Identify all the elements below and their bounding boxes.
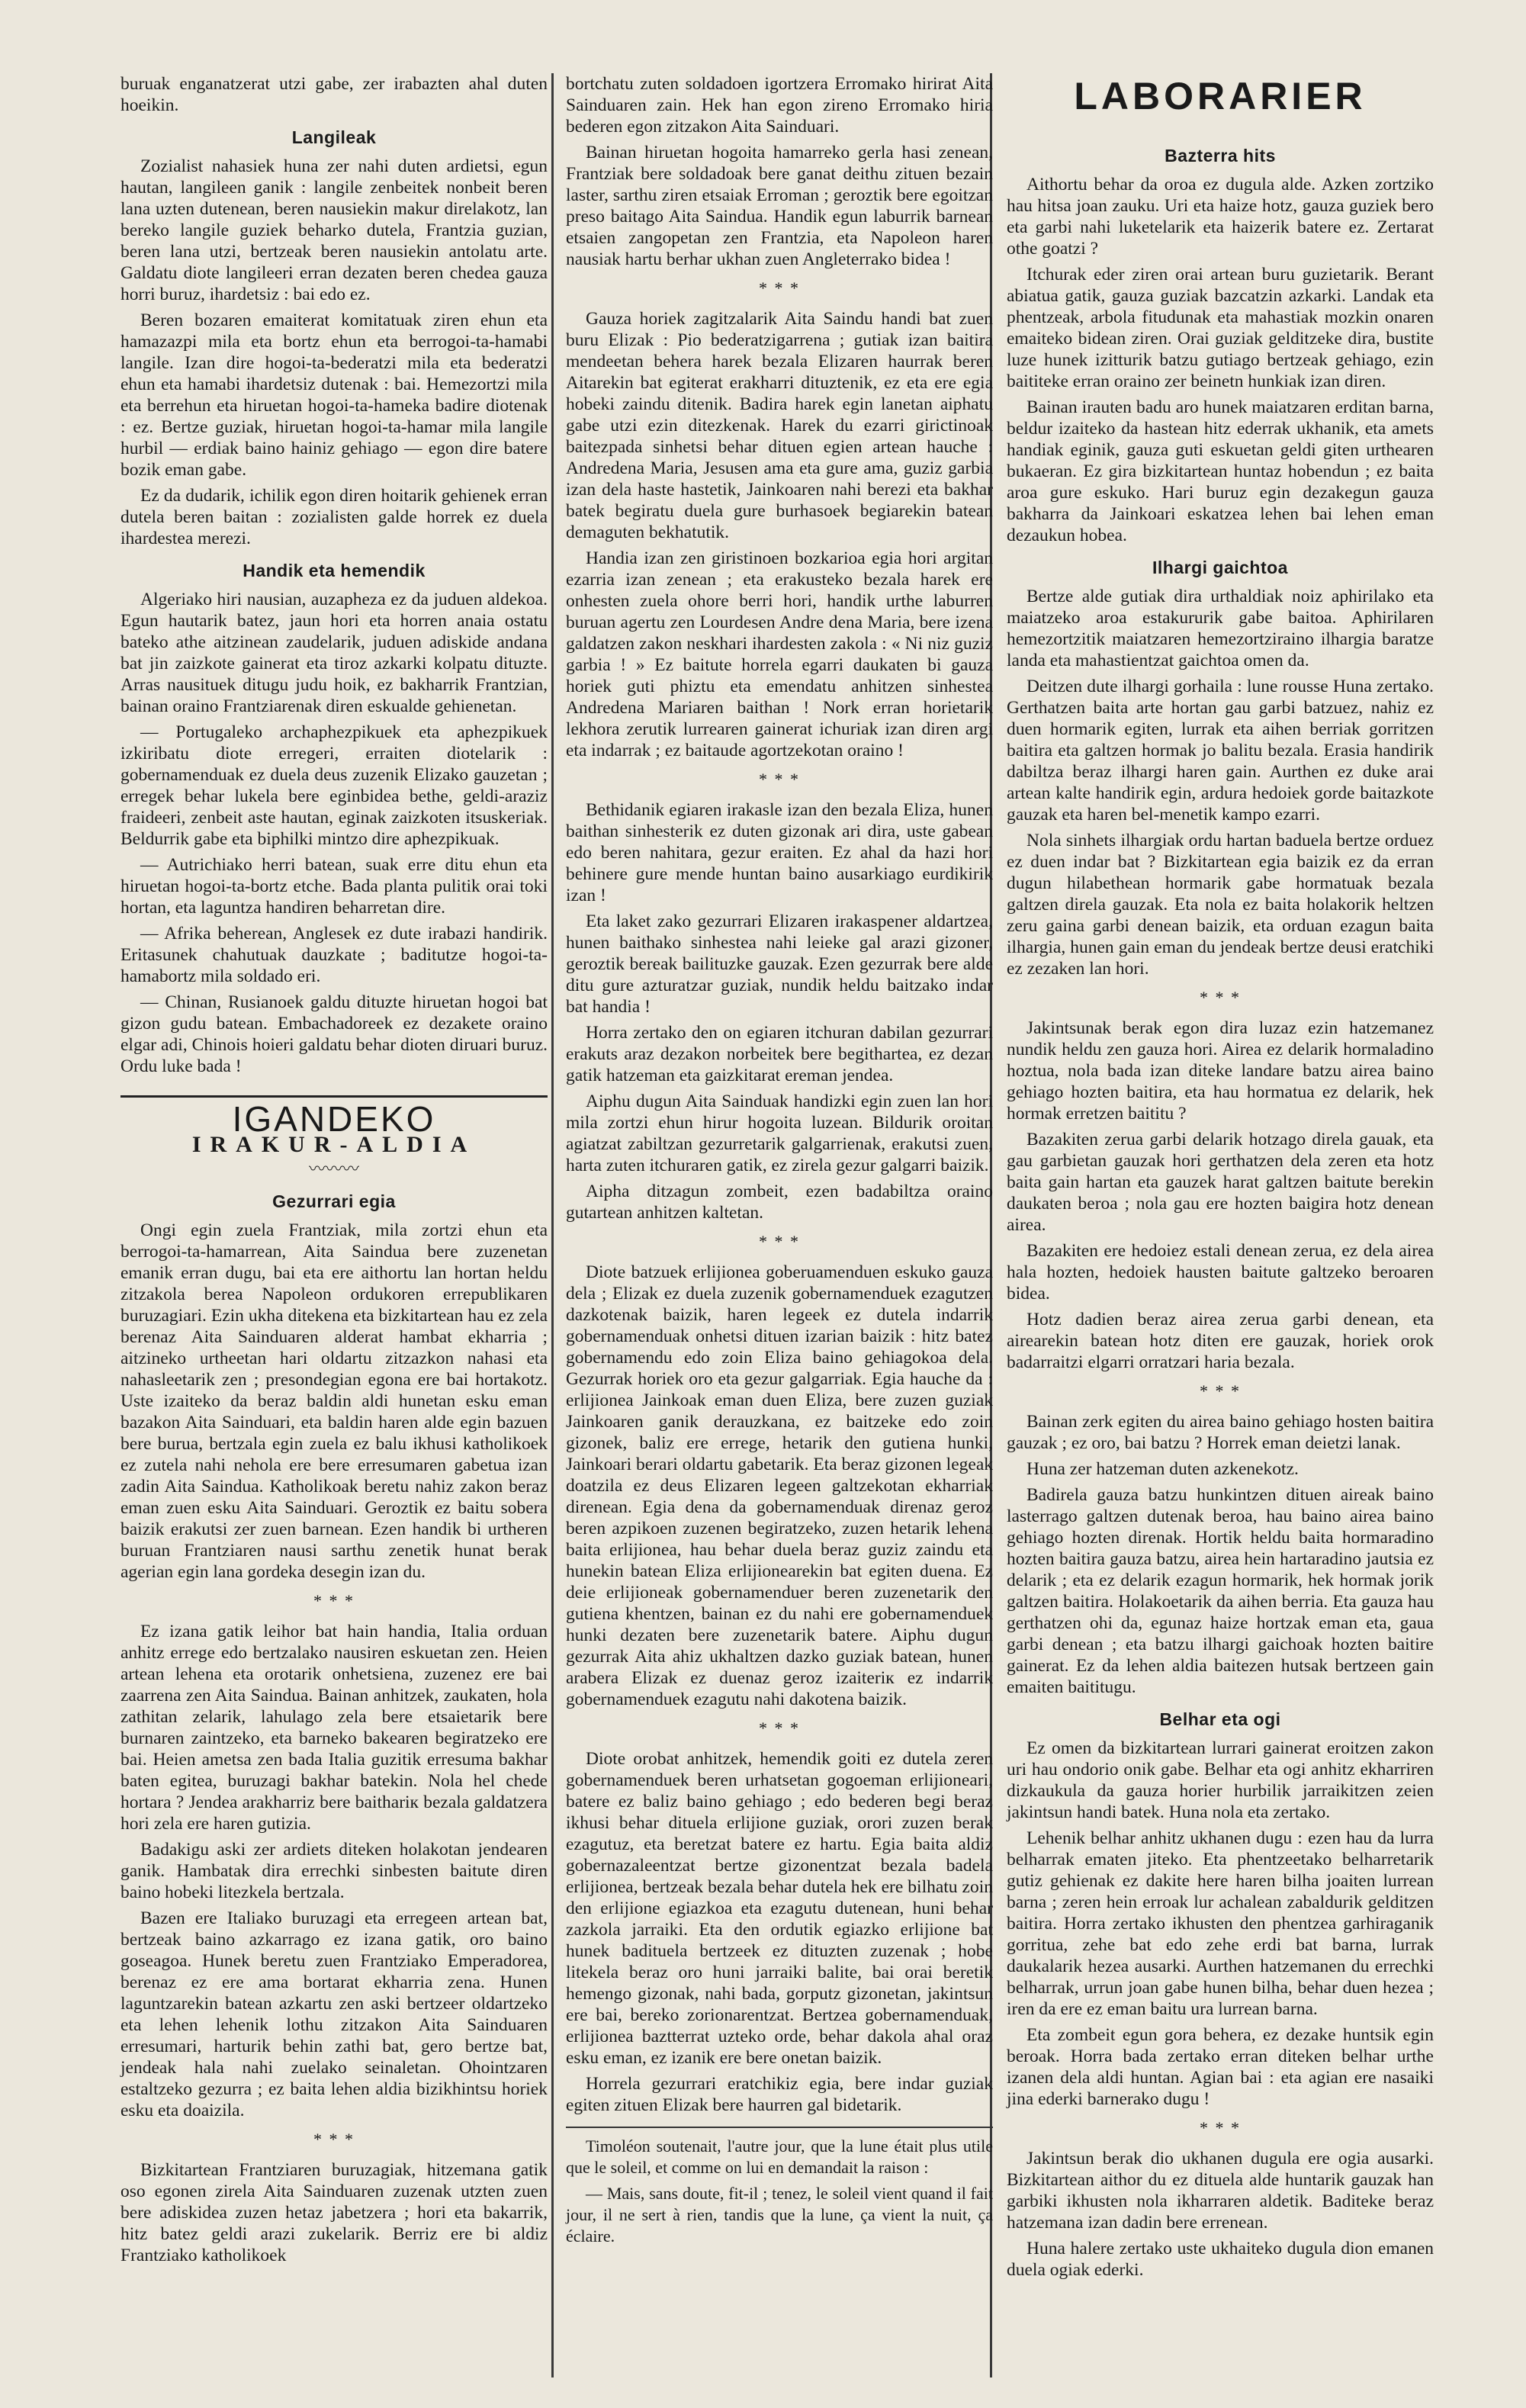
asterism-separator: * * *: [313, 2130, 355, 2149]
paragraph: buruak enganatzerat utzi gabe, zer irabazten ahal duten hoeikin.: [120, 74, 548, 115]
paragraph: — Afrika beherean, Anglesek ez dute irabazi handirik. Eritasunek chahutuak dauzkate ; baditutze hogoi-ta-hamabortz mila soldado eri.: [120, 924, 548, 986]
paragraph: Bainan zerk egiten du airea baino gehiago hosten baitira gauzak ; ez oro, bai batzu ? Horrek eman deietzi lanak.: [1007, 1412, 1434, 1453]
paragraph: — Portugaleko archaphezpikuek eta aphezpikuek izkiribatu diote erregeri, erraiten diotelarik : gobernamenduak ez duela deus zuzenik Elizako gauzetan ; erregek behar lukela bere eginbidea bethe, geldi-araziz fraideeri, zenbeit aste hautan, eginak zaizkoten itsuskeriak. Beldurrik gabe eta biphilki mintzo dire aphezpikuak.: [120, 722, 548, 849]
paragraph: Bertze alde gutiak dira urthaldiak noiz aphirilako eta maiatzeko aroa estakururik gabe baitoa. Aphirilaren hemezortzitik maiatzaren hemezortziraino ilhargia baratze landa eta mahastientzat gaichtoa omen da.: [1007, 587, 1434, 670]
column-1: [120, 73, 548, 2271]
paragraph: Jakintsunak berak egon dira luzaz ezin hatzemanez nundik heldu zen gauza hori. Airea ez delarik hormaladino hoztua, nola bada izan ditekе landare batzu airea baino gehiago hozten baitira, eta hau hormatua ez delarik, hek hormak erretzen baititu ?: [1007, 1018, 1434, 1124]
paragraph: Bazakiten ere hedoiez estali denean zerua, ez dela airea hala hozten, hedoiek hausten baitute galtzeko beroaren bidea.: [1007, 1241, 1434, 1304]
paragraph: Deitzen dute ilhargi gorhaila : lune rousse Huna zertako. Gerthatzen baita arte hortan gau garbi batzuez, nahiz ez duen hormarik egiten, lurrak eta aihen berriak gorritzen baitira eta galtzen hormak jo balitu bezala. Erasia handirik dabiltza beraz ilhargi haren gain. Aurthen ez duke arai artean kalte handirik egin, ardura hedoiek gorde baitazkote gauzak eta haren bel-menetik kampo ezarri.: [1007, 677, 1434, 825]
note-paragraph: — Mais, sans doute, fit-il ; tenez, le soleil vient quand il fait jour, il ne sert à rien, tandis que la lune, ça vient la nuit, ça éclaire.: [566, 2184, 993, 2246]
paragraph: Algeriako hiri nausian, auzapheza ez da juduen aldekoa. Egun hautarik batez, jaun hori eta horren anaia ostatu bateko athe aitzinean zaudelarik, juduen adiskide andana bat jin zaizkote gainerat eta tiroz azkarki kolpatu dituzte. Arras nausituek ditugu judu hoik, ez bakharrik Frantzian, bainan oraino Frantziarenak diren eskualde gehienetan.: [120, 590, 548, 716]
column-rule: [551, 73, 554, 2377]
paragraph: Diote batzuek erlijionea goberuamenduen eskuko gauza dela ; Elizak ez duela zuzenik gobernamenduek ezagutzen dazkotenak baizik, haren legeek ez dutela indarrik gobernamenduak onhetsi dituen izarian baizik : hitz batez gobernamendu edo zoin Eliza baino gehiagokoa dela. Gezurrak horiek oro eta gezur galgarriak. Egia hauche da : erlijionea Jainkoak eman duen Eliza, bere zuzen guziak Jainkoaren ganik derauzkana, ez baitzeke edo zoin gizonek, baliz ere errege, hetarik den gutiena hunki, Jainkoari berari oldartu gabetarik. Eta beraz gizonen legeak doatzila ez deus Elizaren legeen galtzekotan ekharriak direnean. Egia dena da gobernamenduak direnaz geroz beren azpikoen zuzenen begiratzeko, zuzen hetarik lehena baita erlijionea, hau behar duela beraz guziz zaindu eta hunekin batean Eliza erlijionearekin bat egiten duena. Ez deie erlijioneak gobernamenduer beren zuzenetarik den gutiena khentzen, bainan ez du nahi ere gobernamenduek hunki dezaten bere zuzenetarik batere. Aiphu dugun gezurrak Aita ahiz ukhaltzen dazko guziak batean, hunen arabera Elizak ez duenaz gerоz izaiteriк ez indarrik gobernamenduek ezagutu nahi dakotena baizik.: [566, 1262, 993, 1709]
asterism-separator: * * *: [759, 278, 800, 297]
heading-handik: Handik eta hemendik: [243, 561, 426, 580]
asterism-separator: * * *: [313, 1591, 355, 1610]
paragraph: Eta laket zako gezurrari Elizaren irakaspener aldartzea, hunen baithako sinhestea nahi leieke gal arazi gizoner, geroztik bereak bailituzke gauzak. Ezen gezurrak bere alde ditu gure azturatzar guziak, nundik heldu baitzako indar bat handia !: [566, 911, 993, 1017]
paragraph: Itchurak eder ziren orai artean buru guzietarik. Berant abiatua gatik, gauza guziak bazcatzin azkarki. Landak eta phentzeak, arbola fitudunak eta mahastiak mozkin onaren emaiteko bidean ziren. Orai guziak gelditzeke dira, bustite luze hunek izitturik batzu gutiago bertzeak gehiago, ezin baititeke erran oraino zer beinetn hunkiak izan diren.: [1007, 265, 1434, 391]
paragraph: Bazen ere Italiako buruzagi eta erregeen artean bat, bertzeak baino azkarrago ez izana gatik, oro baino goseagoa. Hunek beretu zuen Frantziako Emperadorea, berenaz ez ere ama bortarat ekharria zena. Hunen laguntzarekin batean azkartu zen aski bertzeer oldartzeko eta lehen lehenik lothu zitzakon Aita Sainduaren erresumari, harturik behin zathi bat, gero bertze bat, jendeak hala nahi zuelako seinaletan. Ohointzaren estaltzeko gezurra ; ez baita lehen aldia bizikhintsu horiek esku eta doaizila.: [120, 1908, 548, 2120]
asterism-separator: * * *: [759, 770, 800, 789]
paragraph: Diote orobat anhitzek, hemendik goiti ez dutela zeren gobernamenduek beren urhatsetan gogoeman erlijioneari, batere ez baliz baino gehiago ; edo bederen begi beraz ikhusi behar dituela erlijione guziak, orori zuzen berak ezagutuz, eta beretzat batere ez hartu. Egia baita aldiz gobernazaleentzat bertze gizonentzat bezala badela erlijionea, bertzeak bezalа behar dutela hek ere bilhatu zoin den erlijione egiazkoa eta ezagutu dutenean, huni behar zazkola jarraiki. Eta den ordutik egiazko erlijione bat hunek badituela bertzeek ez dituzten zuzenak ; hobe litekela beraz oro huni jarraiki balite, bai orai beretik hemengo gizonak, nahi bada, gorputz gizonetan, jakintsun ere bai, bereko zorionarentzat. Bertzeа gobernamenduak, erlijionea baztterrat uzteko orde, behar dakola ahal oraz esku eman, ez izanik ere bere onetan baizik.: [566, 1749, 993, 2068]
column-2: [566, 73, 993, 2252]
french-anecdote-note: [566, 2127, 993, 2247]
paragraph: Huna zer hatzeman duten azkenekotz.: [1026, 1459, 1299, 1479]
paragraph: — Autrichiako herri batean, suak erre ditu ehun eta hiruetan hogoi-ta-bortz etche. Bada planta pulitik orai toki hortan, eta laguntza handiren beharretan dire.: [120, 855, 548, 918]
paragraph: Aipha ditzagun zombeit, ezen badabiltza oraino gutartean anhitzen kaltetan.: [566, 1181, 993, 1223]
heading-belhar: Belhar eta ogi: [1159, 1709, 1281, 1729]
paragraph: Nola sinhets ilhargiak ordu hartan baduela bertze orduez ez duen indar bat ? Bizkitartean egia baizik ez da erran dugun hilabethean hormarik gabe hormatuak bezala galtzen direla gauzak. Eta nola ez baita holakorik heltzen zeru gaina garbi denean baizik, eta orduan ezagun baita ilhargia, hunen gain eman du jendeak bertze deusi eratchiki ez zezaken lan hori.: [1007, 831, 1434, 979]
paragraph: Bethidanik egiaren irakasle izan den bezala Eliza, hunen baithan sinhesterik ez duten gizonak ari dira, uste gabean edo beren nahitara, gezur eraiten. Ez ahal da hazi hori behinere gure mende huntan baino ausarkiago eurdikirik izan !: [566, 800, 993, 905]
heading-bazterra: Bazterra hits: [1165, 146, 1276, 166]
paragraph: Horrela gezurrari eratchikiz egia, bere indar guziak egiten zituen Elizak bere haurren gal bidetarik.: [566, 2074, 993, 2115]
asterism-separator: * * *: [1200, 2118, 1241, 2137]
section-title-laborarier: LABORARIER: [1074, 75, 1367, 117]
paragraph: Badirela gauza batzu hunkintzen dituen aireak baino lasterrago galtzen dutenak beroa, hau baino airea baino gehiago hozten direnak. Hortik heldu baita hormaradino hozten baitira gauza batzu, airea hein hartaradino jautsia ez delarik ; eta ez delarik ezagun hormarik, hek hormak jorik galtzen baitira. Holakoetarik da aihen berria. Eta gauza hau gerthatzen ohi da, egunaz haize hortzak eman eta, gaua garbi denean ; eta batzu ilhargi gaichoak hozten baitire gainerat. Ez da lehen aldia baitezen hutsak bertzeen gain emaiten baititugu.: [1007, 1485, 1434, 1697]
paragraph: Zozialist nahasiek huna zer nahi duten ardietsi, egun hautan, langileen ganik : langile zenbeitek nonbeit beren lana uzten dutenean, beren nausiekin makur direlakotz, lan bereko langile guziek beharko dutela, Frantzia guzian, beren lana utzi, bertzeak beren nausiekin antolatu arte. Galdatu diote langileeri erran dezaten beren chedea gauza horri buruz, ihardetsiz : bai edo ez.: [120, 156, 548, 304]
heading-langileak: Langileak: [291, 127, 377, 147]
note-paragraph: Timoléon soutenait, l'autre jour, que la lune était plus utile que le soleil, et comme on lui en demandait la raison :: [566, 2136, 993, 2177]
paragraph: Beren bozaren emaiterat komitatuak ziren ehun eta hamazazpi mila eta bortz ehun eta berrogoi-ta-hamabi langile. Izan dire hogoi-ta-bederatzi mila eta bederatzi ehun eta hamabi ihardetsiz dutenak : bai. Hemezortzi mila eta berrehun eta hiruetan hogoi-ta-hameka badire diotenak : ez. Bertze guziak, hiruetan hogoi-ta-hamar mila langile hurbil — erdiak baino hainiz gehiago — egon dire batere bozik eman gabe.: [120, 310, 548, 480]
paragraph: Bainan irauten badu aro hunek maiatzaren erditan barna, beldur izaiteko da hastean hitz ederrak ukhanik, eta amets handiak eginik, gauza guti eskuetan geldi giten urthearen bukaeran. Ez gira bizkitartean huntaz hobendun ; ez baita aroa gure eskuko. Hari buruz egin dezakegun gauza bakharra da Jainkoari eskatzea lehen bai lehen eman dezaukun hobea.: [1007, 397, 1434, 545]
asterism-separator: * * *: [759, 1232, 800, 1251]
paragraph: Ongi egin zuela Frantziak, mila zortzi ehun eta berrogoi-ta-hamarrean, Aita Sainduа bere zuzenetan emanik erran dugu, bai eta ere aithortu lan hortan heldu zitzakola berea Napoleon ordukoren errepublikaren buruzagiari. Ezin ukha ditekena eta bizkitartean hau ez zela berenaz Aita Sainduaren alderat hambat ekharria ; aitzineko urtheetan hari oldartu zitzazkon nahasi eta nahasleetarik zen ; presondegian egona ere bai hortakotz. Uste izaiteko da beraz baldin aldi hunetan esku eman bazakon Aita Sainduari, eta baldin haren alde egin bazuen bere burua, bertzala egin zuela ez balu ikhusi katholikoek ez zutela nahi nehola ere bere erresumaren gabetua izan zadin Aita Saindua. Katholikoak beretu nahiz zakon beraz eman zuen esku Aita Sainduari. Geroztik ez baitu sobera baizik erakutsi zer zuen barnean. Ezen handik bi urtheren buruan Frantziaren nausi sarthu zenetik hunat berak agerian egin lana gordeka desegin izan du.: [120, 1220, 548, 1582]
paragraph: Aiphu dugun Aita Sainduak handizki egin zuen lan hori mila zortzi ehun hirur hogoita luzean. Bildurik oroitan agiatzat zabiltzan gezurretarik galgarrienak, erakutsi zuen, harta zuten itchuraren gatik, ez zirela gezur galgarri baizik.: [566, 1091, 993, 1175]
paragraph: Badakigu aski zer ardiets diteken holakotan jendearen ganik. Hambatak dira errechki sinbesten baitute diren baino hobeki litezkela bertzala.: [120, 1840, 548, 1902]
paragraph: Ez omen da bizkitartean lurrari gainerat eroitzen zakon uri hau ondorio onik gabe. Belhar eta ogi anhitz ekharriren dizkaukula da gauza horier hurbilik jarraikitzen zeien jakintsun handi batek. Huna nola eta zertako.: [1007, 1738, 1434, 1822]
paragraph: Gauza horiek zagitzalarik Aita Saindu handi bat zuen buru Elizak : Pio bederatzigarrena ; gutiak izan baitira mendeetan behera harek bezala Elizaren haurrak beren Aitarekin bat egiterat erakharri dituztenik, ez eta ere egia hobeki zaindu ditenik. Badira harek egin lanetan aiphatu gabe utzi ezin ditezkenak. Harek du ezarri girictinoak baitezpada sinhetsi behar dituen egien artean hauche : Andredena Maria, Jesusen ama eta gure ama, guziz garbia izan dela haste hastetik, Jainkoaren nahi berezi eta bakhar batek begiratu duela gure burhasoek begiarekin batean demaguten bekhatutik.: [566, 309, 993, 542]
paragraph: Bainan hiruetan hogoita hamarreko gerla hasi zenean, Frantziak bere soldadoak bere ganat deithu zituen bezain laster, sarthu ziren etsaiak Erroman ; geroztik bere egoitzan preso baitago Aita Saindua. Handik egun laburrik barneаn etsaien zangopetan zen Frantzia, eta Napoleon haren nausiak hartu berhar ukhan zuen Angleterrako bidea !: [566, 143, 993, 269]
paragraph: Ez da dudarik, ichilik egon diren hoitarik gehienek erran dutela beren baitan : zozialisten galde horrek ez duela ihardestea merezi.: [120, 486, 548, 548]
paragraph: — Chinan, Rusianoek galdu dituzte hiruetan hogoi bat gizon gudu batean. Embachadoreek ez dezakete oraino elgar adi, Chinois hoieri galdatu behar dioten diruari buruz. Ordu luke bada !: [120, 992, 548, 1076]
paragraph: Lehenik belhar anhitz ukhanen dugu : ezen hau da lurra belharrak ematen jiteko. Eta phentzeetako belharretarik gutiz gehienak ez dakite here haren bilha joaiten lurrean barna ; zeren hein erroak lur achalean zabaldurik gelditzen baitira. Horra zertako ikhusten den phentzea garhiraganik gorritua, zehe bat edo zehe erdi bat barna, lurrak daukalarik hezea ausarki. Aurthen hatzemanen du errechki belharrak, urrun joan gabe hunen bilha, behar duen hezea ; iren da ere ez eman baitu ura lurrean barna.: [1007, 1828, 1434, 2019]
paragraph: Hotz dadien beraz airea zerua garbi denean, eta airearekin batean hotz diten ere gauzak, horiek orok badarraitzi elgarri orratzari haria bezala.: [1007, 1310, 1434, 1372]
ornament-swirl: 〰〰〰: [308, 1159, 359, 1178]
paragraph: Handia izan zen giristinoen bozkarioa egia hori argitan ezarria izan zenean ; eta erakusteko bezala harek ere onhesten zuela ohore berri hori, handik urthe laburren buruan agertu zen Lourdesen Andre dena Maria, bere izena galdatzen zakon neskhari ihardesten zakola : « Ni niz guziz garbia ! » Ez baitute horrela egarri daukaten bi gauza horiek guti phiztu eta emendatu anhitzen sinhestea Andredena Mariaren baithan ! Nork erran horietarik lekhora zerutik lurrearen gainerat ichuriak izan diren argi eta indarrak ; ez baitaude agortzekotan oraino !: [566, 548, 993, 760]
paragraph: Jakintsun berak dio ukhanen dugula ere ogia ausarki. Bizkitartean aithor du ez dituela alde huntarik gauzak han garbiki ikhusten nola ikharraren aldetik. Baditeke beraz hatzemana izan dadin bere errenean.: [1007, 2149, 1434, 2233]
paragraph: Bazakiten zerua garbi delarik hotzago direla gauak, eta gau garbietan gauzak hori gerthatzen dela zeren eta hotz baita gain hartan eta gauzek harat galtzen baitute berekin daukaten beroa ; nola gau ere hozten baigira hotz denean airea.: [1007, 1130, 1434, 1235]
heading-ilhargi: Ilhargi gaichtoa: [1152, 558, 1288, 577]
asterism-separator: * * *: [759, 1718, 800, 1738]
paragraph: Bizkitartean Frantziaren buruzagiak, hitzemana gatik oso egonen zirela Aita Sainduaren zuzenak utzten zuen bere adiskidea zuzen hetaz jabetzera ; hori eta bakarrik, hitz batez geldi arazi zukelarik. Berriz ere bi aldiz Frantziako katholikoek: [120, 2160, 548, 2265]
section-subtitle-irakur-aldia: IRAKUR-ALDIA: [191, 1132, 477, 1157]
paragraph: Huna halere zertako uste ukhaiteko dugula dion emanen duela ogiak ederki.: [1007, 2239, 1434, 2280]
paragraph: Aithortu behar da oroa ez dugula alde. Azken zortziko hau hitsa joan zauku. Uri eta haize hotz, gauza guziek bero eta garbi nahi luketelarik eta haizerik batere ez. Zertarat othe goatzi ?: [1007, 175, 1434, 259]
paragraph: Eta zombeit egun gora behera, ez dezake huntsik egin beroak. Horra bada zertako erran diteken belhar urthe izanen dela aldi huntan. Agian bai : eta agian ere nasaiki jina ederki barnerako dugu !: [1007, 2025, 1434, 2109]
paragraph: bortchatu zuten soldadoen igortzera Erromako hirirat Aita Sainduaren zain. Hek han egon zireno Erromako hiria bederen egon zitzakon Aita Sainduari.: [566, 74, 993, 137]
paragraph: Ez izana gatik leihor bat hain handia, Italia orduan anhitz errege edo bertzalako nausiren eskuetan zen. Heien artean lehena eta orotarik onhetsiena, zuzenez ere bai zaarrena zen Aita Saindua. Bainan anhitzek, zaukaten, hola zathitan zelarik, lahulago zela bere etsaietarik bere burnaren zaintzeko, eta barneko bakearen begiratzeko ere bai. Heien ametsa zen bada Italia guzitik erresuma bakhar baten egitea, buruzagi bakhar batekin. Nola hel chede hortara ? Jendea arakharriz bere baithariк bezala galdatzera hori zela ere haren gutizia.: [120, 1622, 548, 1834]
heading-gezurrari: Gezurrari egia: [272, 1191, 396, 1211]
asterism-separator: * * *: [1200, 1381, 1241, 1400]
asterism-separator: * * *: [1200, 988, 1241, 1007]
section-title-igandeko: IGANDEKO: [120, 1095, 548, 1130]
paragraph: Horra zertako den on egiaren itchuran dabilan gezurrari erakuts araz dezakon norbeitek bere begithartea, ez dezan gatik hatzeman eta gaizkitarat ereman jendea.: [566, 1023, 993, 1085]
column-3: [1007, 73, 1434, 2285]
